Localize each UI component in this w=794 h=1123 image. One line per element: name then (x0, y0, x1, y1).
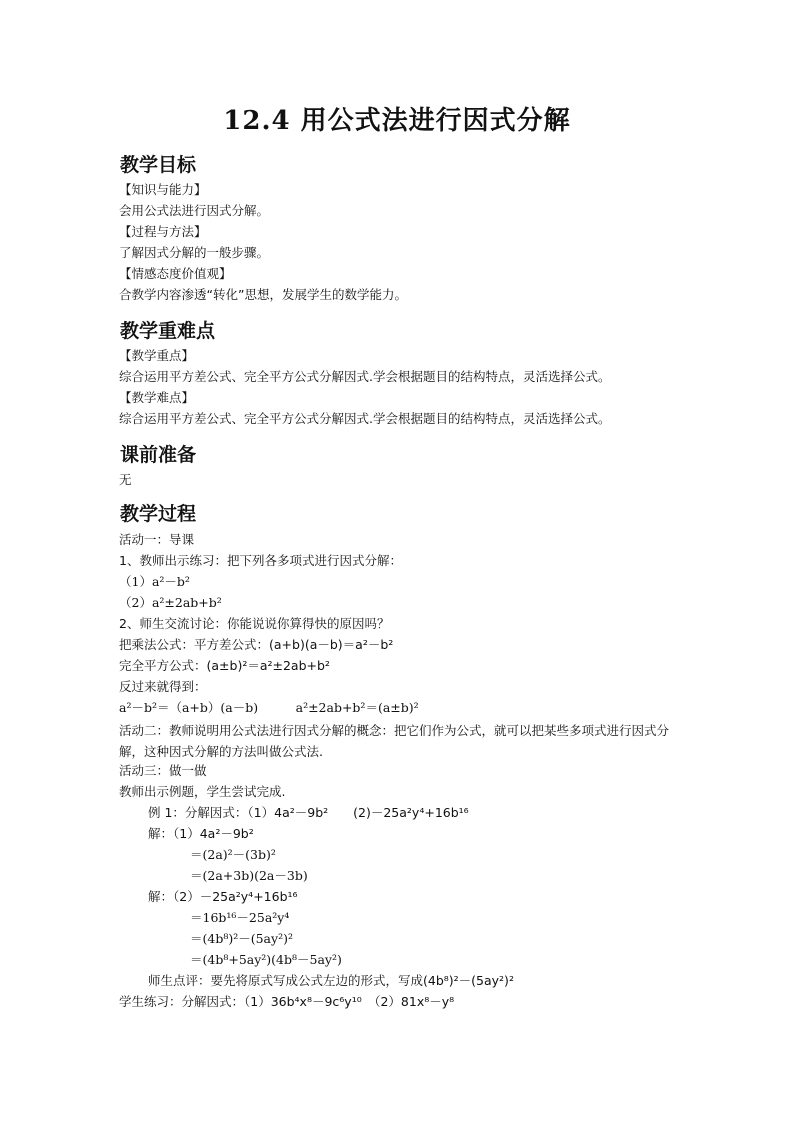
process-line: ＝(2a+3b)(2a－3b) (190, 868, 308, 883)
process-line: ＝16b¹⁶－25a²y⁴ (190, 910, 290, 925)
goals-text-attitude: 合教学内容渗透“转化”思想，发展学生的数学能力。 (119, 287, 407, 302)
process-line: 把乘法公式：平方差公式：(a+b)(a－b)＝a²－b² (119, 637, 394, 652)
process-line: 2、师生交流讨论：你能说说你算得快的原因吗？ (119, 616, 390, 631)
process-line: 学生练习：分解因式：（1）36b⁴x⁸－9c⁶y¹⁰ （2）81x⁸－y⁸ (119, 994, 455, 1009)
process-line: 完全平方公式：(a±b)²＝a²±2ab+b² (119, 658, 330, 673)
section-heading-goals: 教学目标 (120, 154, 197, 176)
process-line: 活动一：导课 (119, 532, 195, 547)
process-line: 教师出示例题，学生尝试完成. (119, 784, 286, 799)
prep-text: 无 (119, 472, 132, 487)
goals-tag-knowledge: 【知识与能力】 (119, 182, 207, 197)
process-line: （2）a²±2ab+b² (119, 595, 222, 610)
process-line: 1、教师出示练习：把下列各多项式进行因式分解： (119, 553, 402, 568)
process-line: ＝(4b⁸)²－(5ay²)² (190, 931, 293, 946)
process-paragraph: 活动二：教师说明用公式法进行因式分解的概念：把它们作为公式，就可以把某些多项式进行因式分解，这种因式分解的方法叫做公式法. (119, 723, 670, 759)
document-title: 12.4 用公式法进行因式分解 (223, 106, 571, 136)
process-line: 师生点评：要先将原式写成公式左边的形式，写成(4b⁸)²－(5ay²)² (148, 973, 514, 988)
keypoints-text-focus: 综合运用平方差公式、完全平方公式分解因式.学会根据题目的结构特点，灵活选择公式。 (119, 369, 611, 384)
section-heading-prep: 课前准备 (120, 444, 197, 466)
section-heading-keypoints: 教学重难点 (120, 320, 216, 342)
process-line: ＝(4b⁸+5ay²)(4b⁸－5ay²) (190, 952, 342, 967)
process-line: 活动三：做一做 (119, 763, 207, 778)
process-line: 解：（1）4a²－9b² (148, 826, 254, 841)
goals-text-process: 了解因式分解的一般步骤。 (119, 245, 270, 260)
process-line: （1）a²－b² (119, 574, 190, 589)
process-line: ＝(2a)²－(3b)² (190, 847, 276, 862)
process-line: 例 1：分解因式：（1）4a²－9b² (2)－25a²y⁴+16b¹⁶ (148, 805, 469, 820)
goals-tag-attitude: 【情感态度价值观】 (119, 266, 232, 281)
keypoints-text-difficulty: 综合运用平方差公式、完全平方公式分解因式.学会根据题目的结构特点，灵活选择公式。 (119, 411, 611, 426)
goals-text-knowledge: 会用公式法进行因式分解。 (119, 203, 270, 218)
keypoints-tag-focus: 【教学重点】 (119, 348, 195, 363)
section-heading-process: 教学过程 (120, 503, 197, 525)
process-line: a²－b²＝（a+b）(a－b) a²±2ab+b²＝(a±b)² (119, 700, 419, 715)
keypoints-tag-difficulty: 【教学难点】 (119, 390, 195, 405)
goals-tag-process: 【过程与方法】 (119, 224, 207, 239)
process-line: 反过来就得到： (119, 679, 207, 694)
process-line: 解：（2）－25a²y⁴+16b¹⁶ (148, 889, 298, 904)
